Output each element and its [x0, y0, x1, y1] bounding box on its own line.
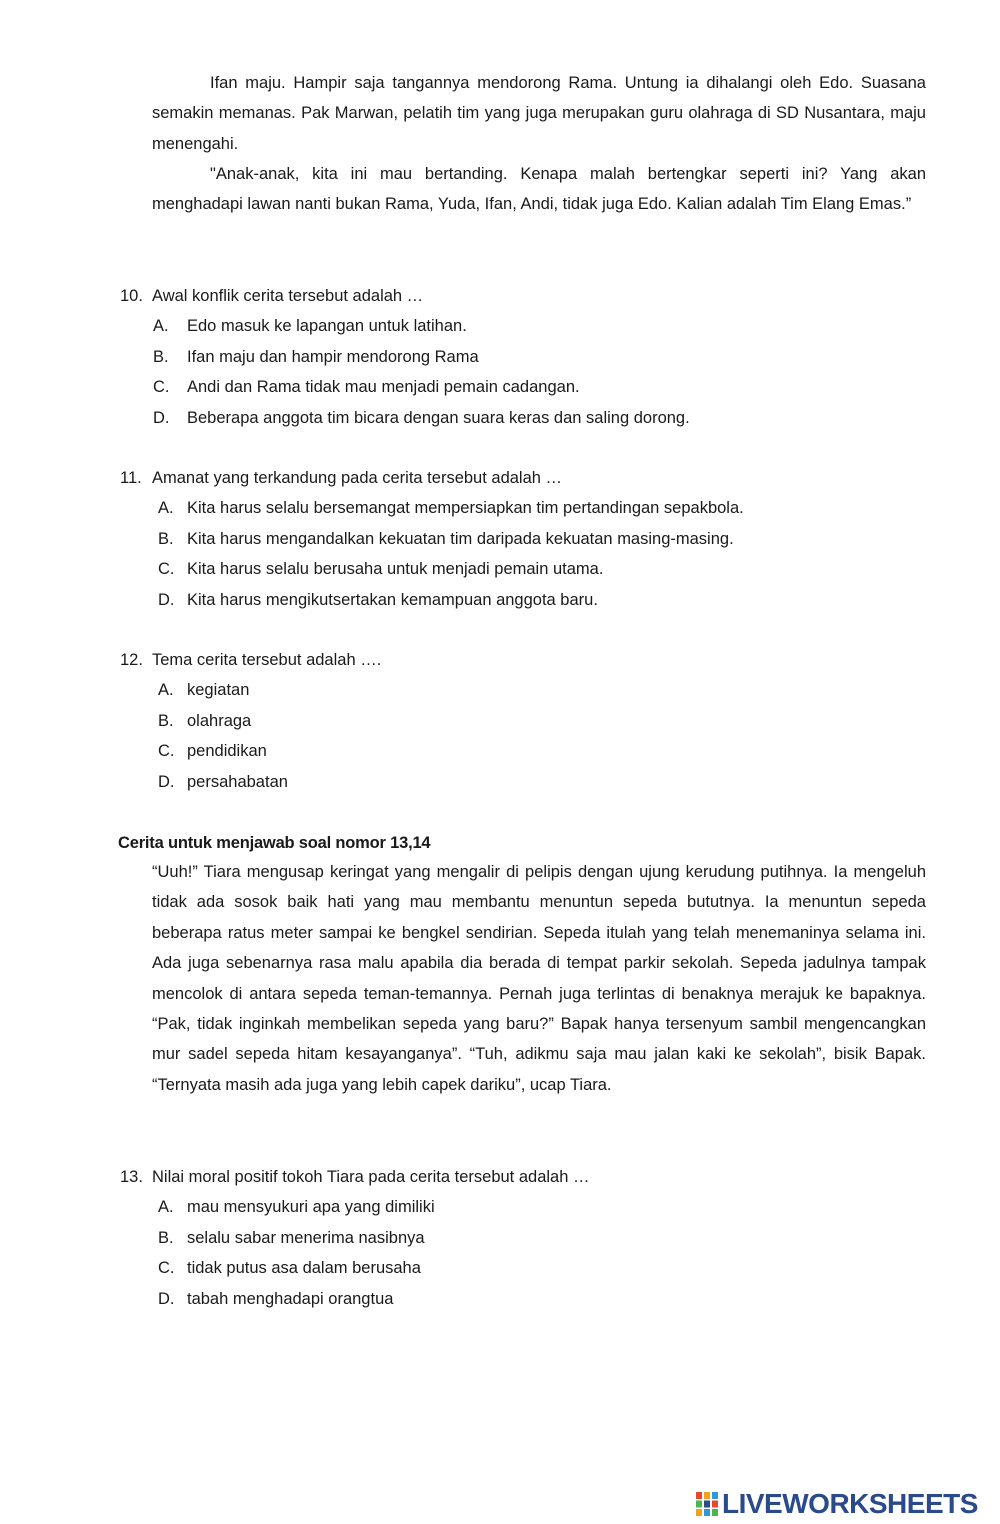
question-stem: Awal konflik cerita tersebut adalah … — [152, 287, 424, 305]
option-letter: D. — [158, 1289, 175, 1308]
option-letter: C. — [153, 378, 170, 397]
option-letter: A. — [158, 1198, 174, 1217]
option-a[interactable] — [120, 493, 940, 523]
option-text: Kita harus selalu bersemangat mempersiapkan tim pertandingan sepakbola. — [187, 499, 744, 518]
option-text: Ifan maju dan hampir mendorong Rama — [187, 347, 479, 366]
question-stem: Nilai moral positif tokoh Tiara pada cerita tersebut adalah … — [152, 1168, 590, 1186]
option-text: Edo masuk ke lapangan untuk latihan. — [187, 317, 467, 336]
option-text: tabah menghadapi orangtua — [187, 1289, 394, 1308]
question-number: 10. — [120, 287, 143, 305]
question-13 — [120, 1162, 940, 1314]
option-letter: B. — [158, 529, 174, 548]
option-b[interactable] — [120, 524, 940, 554]
option-letter: A. — [153, 317, 169, 336]
option-letter: D. — [153, 408, 170, 427]
question-number: 13. — [120, 1168, 143, 1186]
passage-2: “Uuh!” Tiara mengusap keringat yang mengalir di pelipis dengan ujung kerudung putihnya. Ia mengeluh tidak ada sosok baik hati yang mau membantu menuntun sepeda bututnya. Ia menuntun sepeda beberapa ratus meter sampai ke bengkel sendirian. Sepeda itulah yang telah menemaninya selama ini. Ada juga sebenarnya rasa malu apabila dia berada di tempat parkir sekolah. Sepeda jadulnya tampak mencolok di antara sepeda teman-temannya. Pernah juga terlintas di benaknya merajuk ke bapaknya. “Pak, tidak inginkah membelikan sepeda yang baru?” Bapak hanya tersenyum sambil mengencangkan mur sadel sepeda hitam kesayanganya”. “Tuh, adikmu saja mau jalan kaki ke sekolah”, bisik Bapak. “Ternyata masih ada juga yang lebih capek dariku”, ucap Tiara. — [152, 863, 926, 1094]
option-text: Kita harus mengandalkan kekuatan tim daripada kekuatan masing-masing. — [187, 529, 734, 548]
option-a[interactable] — [120, 675, 940, 705]
option-d[interactable] — [120, 767, 940, 797]
option-letter: B. — [158, 711, 174, 730]
option-letter: D. — [158, 590, 175, 609]
question-number: 12. — [120, 651, 143, 669]
option-letter: C. — [158, 560, 175, 579]
question-stem: Tema cerita tersebut adalah …. — [152, 651, 382, 669]
option-text: persahabatan — [187, 772, 288, 791]
option-a[interactable] — [120, 311, 940, 341]
option-text: Kita harus mengikutsertakan kemampuan anggota baru. — [187, 590, 598, 609]
question-12 — [120, 645, 940, 797]
option-c[interactable] — [120, 1253, 940, 1283]
option-letter: C. — [158, 742, 175, 761]
passage-paragraph-2: "Anak-anak, kita ini mau bertanding. Kenapa malah bertengkar seperti ini? Yang akan menghadapi lawan nanti bukan Rama, Yuda, Ifan, Andi, tidak juga Edo. Kalian adalah Tim Elang Emas.” — [152, 165, 926, 214]
option-letter: B. — [153, 347, 169, 366]
option-text: pendidikan — [187, 742, 267, 761]
option-d[interactable] — [120, 585, 940, 615]
option-c[interactable] — [120, 554, 940, 584]
option-b[interactable] — [120, 1223, 940, 1253]
option-text: selalu sabar menerima nasibnya — [187, 1228, 425, 1247]
option-b[interactable] — [120, 706, 940, 736]
option-text: tidak putus asa dalam berusaha — [187, 1259, 421, 1278]
option-letter: A. — [158, 681, 174, 700]
passage-paragraph-1: Ifan maju. Hampir saja tangannya mendorong Rama. Untung ia dihalangi oleh Edo. Suasana semakin memanas. Pak Marwan, pelatih tim yang juga merupakan guru olahraga di SD Nusantara, maju menengahi. — [152, 74, 926, 153]
option-d[interactable] — [120, 1284, 940, 1314]
question-11 — [120, 463, 940, 615]
liveworksheets-watermark — [696, 1486, 978, 1522]
option-text: kegiatan — [187, 681, 250, 700]
option-b[interactable] — [120, 342, 940, 372]
option-text: olahraga — [187, 711, 252, 730]
question-number: 11. — [120, 469, 142, 487]
option-a[interactable] — [120, 1192, 940, 1222]
option-letter: A. — [158, 499, 174, 518]
option-d[interactable] — [120, 403, 940, 433]
liveworksheets-logo-icon — [696, 1492, 718, 1516]
option-c[interactable] — [120, 372, 940, 402]
option-c[interactable] — [120, 736, 940, 766]
story-heading: Cerita untuk menjawab soal nomor 13,14 — [118, 834, 431, 852]
option-text: Kita harus selalu berusaha untuk menjadi pemain utama. — [187, 560, 604, 579]
option-letter: C. — [158, 1259, 175, 1278]
option-letter: B. — [158, 1228, 174, 1247]
option-text: Beberapa anggota tim bicara dengan suara keras dan saling dorong. — [187, 408, 690, 427]
question-10 — [120, 281, 940, 433]
option-letter: D. — [158, 772, 175, 791]
question-stem: Amanat yang terkandung pada cerita tersebut adalah … — [152, 469, 563, 487]
watermark-text: LIVEWORKSHEETS — [722, 1488, 978, 1519]
option-text: Andi dan Rama tidak mau menjadi pemain cadangan. — [187, 378, 580, 397]
option-text: mau mensyukuri apa yang dimiliki — [187, 1198, 435, 1217]
